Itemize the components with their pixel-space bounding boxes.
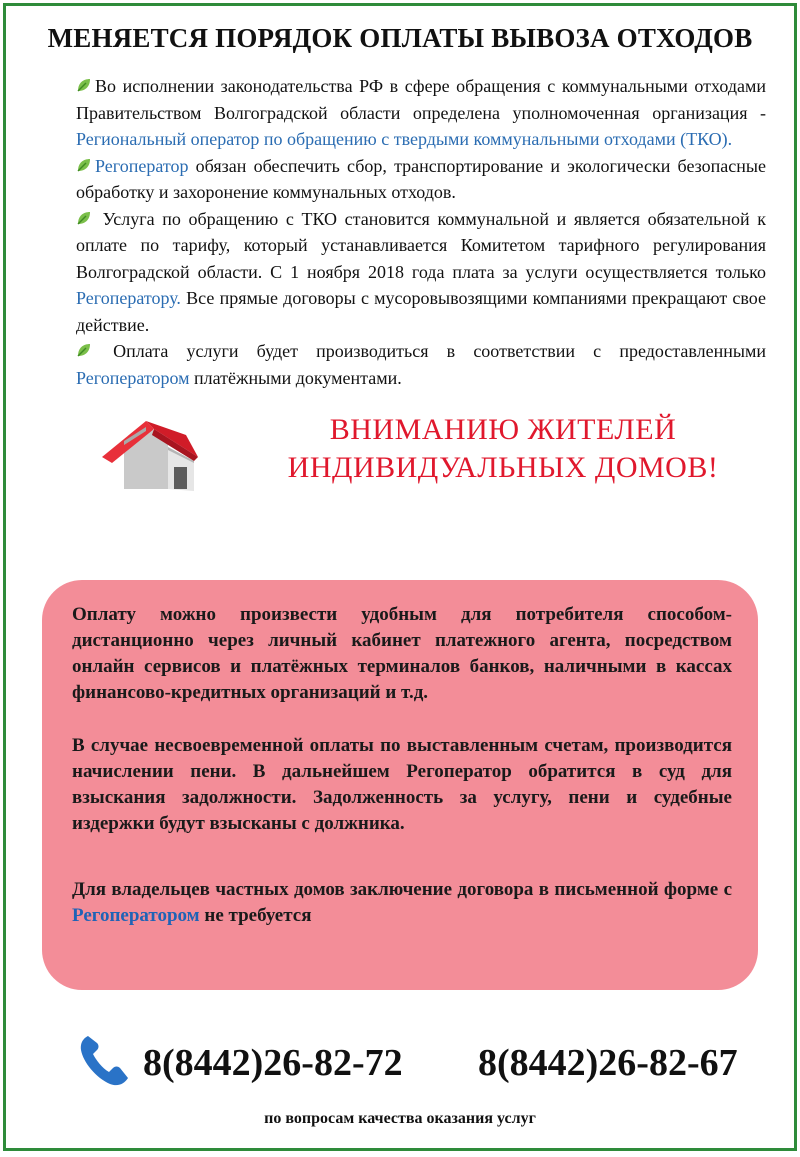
regoperator-link: Регоператором	[76, 367, 190, 388]
attention-heading	[236, 411, 770, 487]
late-payment-paragraph: В случае несвоевременной оплаты по выставленным счетам, производится начислении пени. В дальнейшем Регоператор обратится в суд для взыскания задолжности. Задолженность за услугу, пени и судебные издержки будут взысканы с должника.	[72, 735, 732, 834]
page-title: МЕНЯЕТСЯ ПОРЯДОК ОПЛАТЫ ВЫВОЗА ОТХОДОВ	[47, 23, 753, 53]
regoperator-link: Регоператором	[72, 905, 200, 926]
contract-text-2: не требуется	[199, 905, 312, 926]
regoperator-link: Регоператор	[95, 155, 189, 176]
attention-line-2: ИНДИВИДУАЛЬНЫХ ДОМОВ!	[287, 451, 719, 484]
footer-note: по вопросам качества оказания услуг	[264, 1110, 536, 1127]
payment-methods-paragraph: Оплату можно произвести удобным для потребителя способом-дистанционно через личный кабинет платежного агента, посредством онлайн сервисов и платёжных терминалов банков, наличными в кассах финансово-кредитных организаций и т.д.	[72, 604, 732, 703]
leaflet-page	[3, 3, 797, 1151]
intro-text-2: обязан обеспечить сбор, транспортирование и экологически безопасные обработку и захоронение коммунальных отходов.	[76, 155, 766, 202]
attention-section	[6, 411, 794, 521]
phone-number-1: 8(8442)26-82-72	[143, 1042, 403, 1084]
intro-text-3a: Услуга по обращению с ТКО становится коммунальной и является обязательной к оплате по тарифу, который устанавливается Комитетом тарифного регулирования Волгоградской области. С 1 ноября 2018 года плата за услуги осуществляется только	[76, 208, 766, 282]
payment-info-box	[42, 580, 758, 990]
attention-line-1: ВНИМАНИЮ ЖИТЕЛЕЙ	[329, 413, 677, 446]
phone-contacts	[6, 1036, 794, 1096]
regional-operator-link: Региональный оператор по обращению с твердыми коммунальными отходами (ТКО).	[76, 129, 733, 149]
phone-icon	[76, 1030, 136, 1090]
house-icon	[94, 417, 204, 497]
regoperator-link: Регоператору.	[76, 288, 181, 308]
contract-paragraph	[72, 877, 732, 929]
intro-text-4a: Оплата услуги будет производиться в соответствии с предоставленными	[95, 341, 766, 361]
leaf-icon	[76, 342, 92, 358]
intro-text-4b: платёжными документами.	[189, 367, 402, 388]
intro-text-1: Во исполнении законодательства РФ в сфере обращения с коммунальными отходами Правительством Волгоградской области определена уполномоченная организация -	[76, 76, 766, 123]
intro-paragraph-2	[76, 153, 766, 206]
intro-section	[76, 73, 766, 391]
intro-paragraph-3	[76, 206, 766, 339]
intro-text-3b: Все прямые договоры с мусоровывозящими компаниями прекращают свое действие.	[76, 288, 766, 335]
contract-text-1: Для владельцев частных домов заключение договора в письменной форме с	[72, 879, 732, 900]
leaf-icon	[76, 157, 92, 173]
leaf-icon	[76, 210, 92, 226]
phone-number-2: 8(8442)26-82-67	[478, 1042, 738, 1084]
leaf-icon	[76, 77, 92, 93]
intro-paragraph-1	[76, 73, 766, 153]
intro-paragraph-4	[76, 338, 766, 391]
